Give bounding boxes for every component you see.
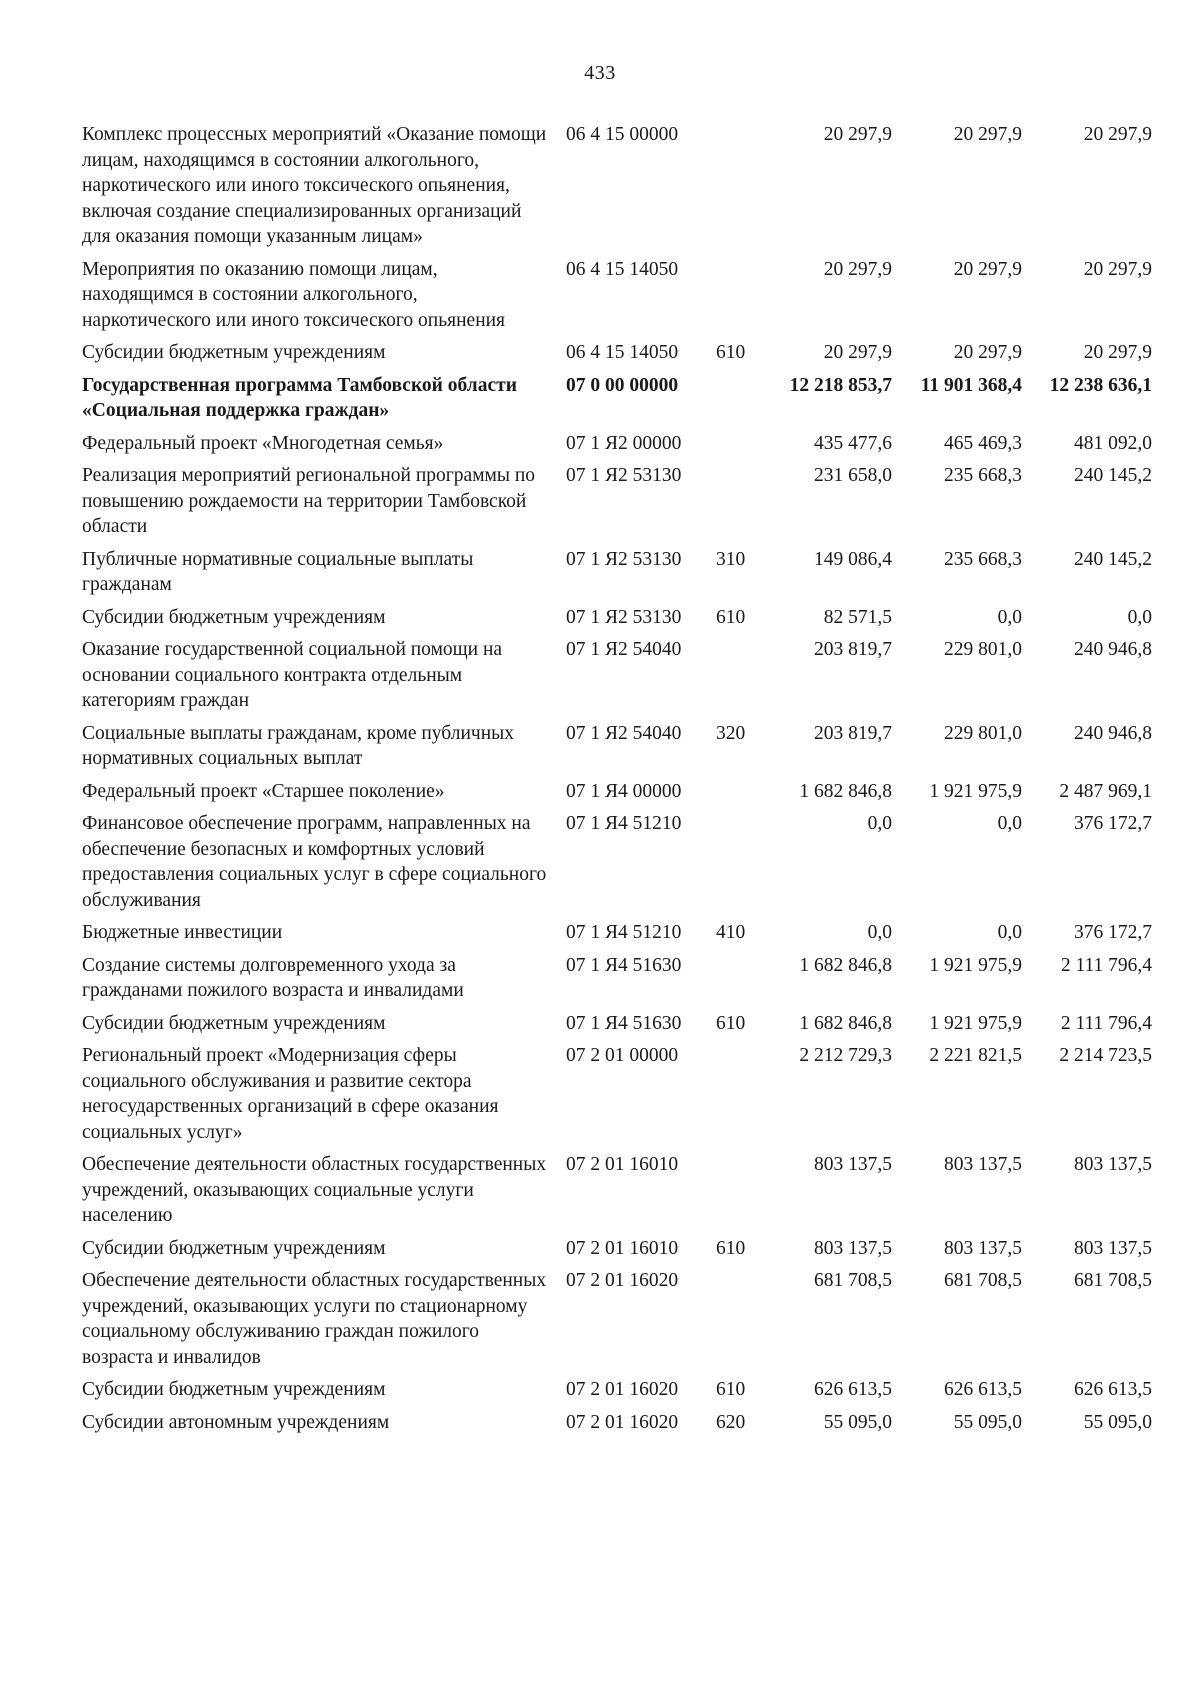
- table-row: [82, 122, 1152, 257]
- row-code: 07 1 Я2 53130: [566, 606, 682, 628]
- row-value-year-2: 1 921 975,9: [929, 1012, 1022, 1034]
- row-value-year-2: 11 901 368,4: [920, 374, 1022, 396]
- row-value-year-1: 231 658,0: [814, 465, 892, 486]
- row-code: 07 2 01 16020: [566, 1379, 679, 1400]
- row-expense-type: [712, 1268, 764, 1377]
- row-value-year-1: 20 297,9: [823, 258, 892, 280]
- table-row: [82, 1236, 1152, 1269]
- row-expense-type: [712, 463, 764, 547]
- row-name: Комплекс процессных мероприятий «Оказание помощи лицам, находящимся в состоянии алкогольного, наркотического или иного токсического опьянения, включая создание специализированных организаций для оказания помощи указанным лицам»: [82, 124, 547, 247]
- row-value-year-3: 20 297,9: [1083, 342, 1152, 363]
- row-value-year-3: 2 111 796,4: [1060, 954, 1152, 976]
- table-row: [82, 1268, 1152, 1377]
- row-value-year-2: 803 137,5: [944, 1154, 1022, 1175]
- row-code: 07 2 01 16020: [566, 1411, 679, 1433]
- row-expense-type: [712, 779, 764, 812]
- row-value-year-3: 2 487 969,1: [1059, 780, 1152, 802]
- row-code: 07 2 01 00000: [566, 1045, 679, 1066]
- table-row: [82, 547, 1152, 605]
- row-code: 07 1 Я2 54040: [566, 722, 682, 744]
- table-row: [82, 637, 1152, 721]
- row-value-year-3: 626 613,5: [1074, 1379, 1152, 1400]
- row-name: Субсидии бюджетным учреждениям: [82, 342, 386, 363]
- table-body: [82, 122, 1152, 1442]
- row-name: Субсидии бюджетным учреждениям: [82, 606, 386, 628]
- row-value-year-2: 229 801,0: [944, 639, 1022, 660]
- row-value-year-1: 1 682 846,8: [799, 954, 892, 976]
- row-value-year-1: 0,0: [867, 922, 892, 943]
- table-row: [82, 779, 1152, 812]
- row-code: 07 1 Я2 54040: [566, 639, 682, 660]
- row-value-year-3: 481 092,0: [1074, 432, 1152, 454]
- table-row: [82, 605, 1152, 638]
- row-value-year-1: 55 095,0: [823, 1411, 892, 1433]
- table-row: [82, 920, 1152, 953]
- table-row: [82, 1410, 1152, 1443]
- row-expense-type: 610: [716, 342, 746, 363]
- row-name: Оказание государственной социальной помощи на основании социального контракта отдельным категориям граждан: [82, 639, 503, 711]
- row-value-year-3: 376 172,7: [1074, 813, 1152, 834]
- row-expense-type: [712, 637, 764, 721]
- row-value-year-3: 240 946,8: [1074, 639, 1152, 660]
- row-value-year-1: 20 297,9: [823, 342, 892, 363]
- page-number: 433: [584, 62, 616, 84]
- table-row: [82, 1043, 1152, 1152]
- row-value-year-1: 203 819,7: [814, 722, 892, 744]
- row-value-year-1: 0,0: [867, 813, 892, 834]
- row-code: 07 2 01 16010: [566, 1237, 679, 1259]
- row-value-year-3: 55 095,0: [1083, 1411, 1152, 1433]
- row-expense-type: [712, 431, 764, 464]
- table-row: [82, 373, 1152, 431]
- row-name: Обеспечение деятельности областных государственных учреждений, оказывающих услуги по стационарному социальному обслуживанию граждан пожилого возраста и инвалидов: [82, 1270, 547, 1368]
- row-code: 07 1 Я4 51210: [566, 813, 682, 834]
- row-name: Создание системы долговременного ухода за гражданами пожилого возраста и инвалидами: [82, 954, 464, 1001]
- row-code: 07 1 Я4 00000: [566, 780, 682, 802]
- row-value-year-3: 681 708,5: [1074, 1270, 1152, 1291]
- row-value-year-3: 240 145,2: [1074, 548, 1152, 570]
- row-value-year-1: 203 819,7: [814, 639, 892, 660]
- row-expense-type: [712, 373, 764, 431]
- row-value-year-3: 803 137,5: [1074, 1154, 1152, 1175]
- row-code: 07 1 Я2 00000: [566, 432, 682, 454]
- row-value-year-2: 20 297,9: [953, 258, 1022, 280]
- row-code: 07 1 Я4 51630: [566, 954, 682, 976]
- row-code: 06 4 15 14050: [566, 258, 679, 280]
- row-expense-type: 610: [716, 1237, 746, 1259]
- row-value-year-1: 149 086,4: [814, 548, 892, 570]
- table-row: [82, 257, 1152, 341]
- row-value-year-2: 55 095,0: [953, 1411, 1022, 1433]
- table-row: [82, 463, 1152, 547]
- row-name: Субсидии бюджетным учреждениям: [82, 1237, 386, 1259]
- row-code: 07 0 00 00000: [566, 374, 679, 396]
- row-name: Субсидии бюджетным учреждениям: [82, 1379, 386, 1400]
- row-expense-type: 620: [716, 1411, 746, 1433]
- table-row: [82, 721, 1152, 779]
- row-code: 06 4 15 14050: [566, 342, 679, 363]
- row-name: Федеральный проект «Старшее поколение»: [82, 780, 445, 802]
- row-value-year-3: 376 172,7: [1074, 922, 1152, 943]
- row-value-year-3: 240 145,2: [1074, 465, 1152, 486]
- row-value-year-3: 20 297,9: [1083, 258, 1152, 280]
- row-expense-type: [712, 1152, 764, 1236]
- row-value-year-2: 235 668,3: [944, 465, 1022, 486]
- row-value-year-1: 12 218 853,7: [789, 374, 892, 396]
- row-value-year-3: 20 297,9: [1083, 124, 1152, 145]
- row-value-year-2: 0,0: [997, 813, 1022, 834]
- row-value-year-2: 2 221 821,5: [929, 1045, 1022, 1066]
- row-name: Публичные нормативные социальные выплаты гражданам: [82, 548, 474, 595]
- row-value-year-2: 465 469,3: [944, 432, 1022, 454]
- row-expense-type: 410: [716, 922, 746, 943]
- row-name: Региональный проект «Модернизация сферы социального обслуживания и развитие сектора негосударственных организаций в сфере оказания социальных услуг»: [82, 1045, 499, 1143]
- row-value-year-1: 803 137,5: [814, 1154, 892, 1175]
- row-value-year-2: 229 801,0: [944, 722, 1022, 744]
- table-row: [82, 1011, 1152, 1044]
- row-name: Субсидии бюджетным учреждениям: [82, 1012, 386, 1034]
- row-value-year-3: 2 111 796,4: [1060, 1012, 1152, 1034]
- row-expense-type: 610: [716, 606, 746, 628]
- row-value-year-1: 681 708,5: [814, 1270, 892, 1291]
- row-code: 06 4 15 00000: [566, 124, 679, 145]
- table-row: [82, 953, 1152, 1011]
- row-value-year-1: 2 212 729,3: [799, 1045, 892, 1066]
- row-value-year-3: 2 214 723,5: [1059, 1045, 1152, 1066]
- row-value-year-2: 20 297,9: [953, 342, 1022, 363]
- row-code: 07 2 01 16020: [566, 1270, 679, 1291]
- row-expense-type: 310: [716, 548, 746, 570]
- row-expense-type: [712, 257, 764, 341]
- row-value-year-2: 803 137,5: [944, 1237, 1022, 1259]
- table-row: [82, 1377, 1152, 1410]
- row-value-year-2: 235 668,3: [944, 548, 1022, 570]
- table-row: [82, 811, 1152, 920]
- row-expense-type: 610: [716, 1012, 746, 1034]
- table-row: [82, 1152, 1152, 1236]
- row-name: Бюджетные инвестиции: [82, 922, 283, 943]
- row-code: 07 2 01 16010: [566, 1154, 679, 1175]
- row-expense-type: 320: [716, 722, 746, 744]
- row-name: Реализация мероприятий региональной программы по повышению рождаемости на территории Тамбовской области: [82, 465, 536, 537]
- row-value-year-2: 0,0: [997, 922, 1022, 943]
- row-value-year-1: 20 297,9: [823, 124, 892, 145]
- row-code: 07 1 Я4 51210: [566, 922, 682, 943]
- row-value-year-1: 803 137,5: [814, 1237, 892, 1259]
- row-value-year-3: 240 946,8: [1074, 722, 1152, 744]
- row-value-year-1: 1 682 846,8: [799, 780, 892, 802]
- row-value-year-2: 681 708,5: [944, 1270, 1022, 1291]
- row-value-year-1: 435 477,6: [814, 432, 892, 454]
- row-code: 07 1 Я4 51630: [566, 1012, 682, 1034]
- row-code: 07 1 Я2 53130: [566, 548, 682, 570]
- row-expense-type: [712, 122, 764, 257]
- row-value-year-2: 1 921 975,9: [929, 954, 1022, 976]
- row-name: Мероприятия по оказанию помощи лицам, находящимся в состоянии алкогольного, наркотического или иного токсического опьянения: [82, 258, 506, 331]
- row-expense-type: [712, 953, 764, 1011]
- row-name: Обеспечение деятельности областных государственных учреждений, оказывающих социальные услуги населению: [82, 1154, 547, 1226]
- row-name: Государственная программа Тамбовской области «Социальная поддержка граждан»: [82, 374, 517, 421]
- row-expense-type: [712, 1043, 764, 1152]
- row-value-year-1: 82 571,5: [823, 606, 892, 628]
- row-value-year-1: 1 682 846,8: [799, 1012, 892, 1034]
- budget-table: [82, 122, 1152, 1442]
- row-code: 07 1 Я2 53130: [566, 465, 682, 486]
- row-name: Субсидии автономным учреждениям: [82, 1411, 390, 1433]
- row-value-year-2: 1 921 975,9: [929, 780, 1022, 802]
- row-name: Финансовое обеспечение программ, направленных на обеспечение безопасных и комфортных условий предоставления социальных услуг в сфере социального обслуживания: [82, 813, 547, 911]
- row-expense-type: 610: [716, 1379, 746, 1400]
- row-value-year-1: 626 613,5: [814, 1379, 892, 1400]
- row-value-year-2: 20 297,9: [953, 124, 1022, 145]
- table-row: [82, 340, 1152, 373]
- row-expense-type: [712, 811, 764, 920]
- row-name: Федеральный проект «Многодетная семья»: [82, 432, 444, 454]
- row-value-year-3: 0,0: [1127, 606, 1152, 628]
- row-name: Социальные выплаты гражданам, кроме публичных нормативных социальных выплат: [82, 722, 514, 769]
- table-row: [82, 431, 1152, 464]
- row-value-year-2: 626 613,5: [944, 1379, 1022, 1400]
- row-value-year-2: 0,0: [997, 606, 1022, 628]
- row-value-year-3: 12 238 636,1: [1049, 374, 1152, 396]
- row-value-year-3: 803 137,5: [1074, 1237, 1152, 1259]
